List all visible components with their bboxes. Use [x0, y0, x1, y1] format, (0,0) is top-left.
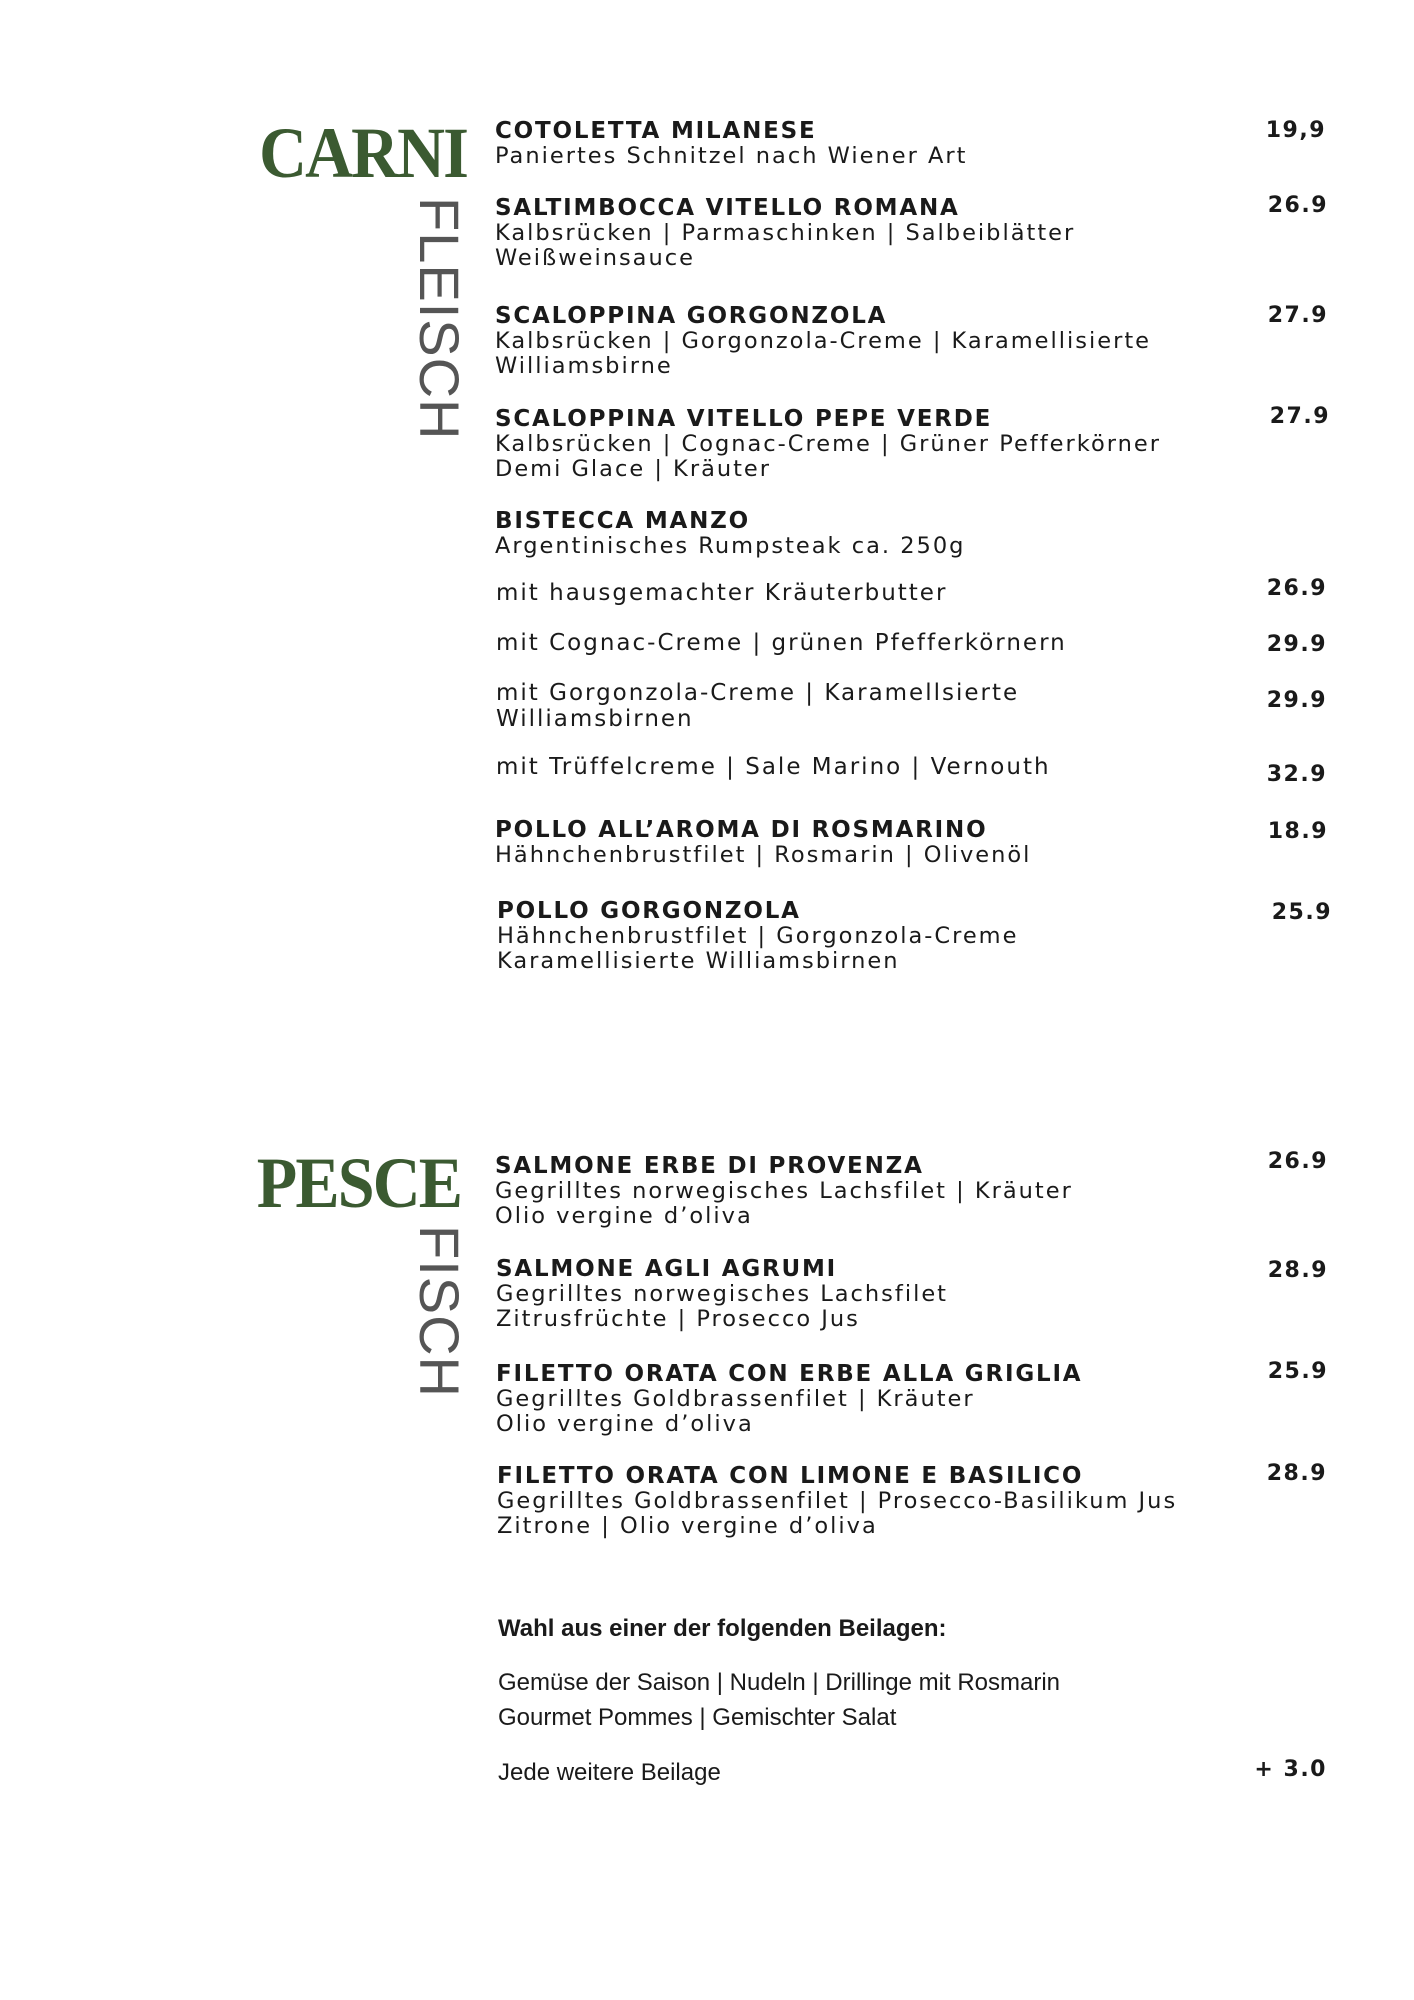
menu-item — [495, 1149, 1335, 1229]
option-price: 29.9 — [1266, 632, 1327, 657]
item-desc: Argentinisches Rumpsteak ca. 250g — [495, 533, 966, 559]
menu-item — [495, 406, 1335, 482]
extra-side-label: Jede weitere Beilage — [498, 1759, 721, 1786]
item-name: SALMONE AGLI AGRUMI — [496, 1256, 838, 1282]
option-price: 26.9 — [1266, 576, 1327, 601]
item-desc: Gegrilltes norwegisches Lachsfilet Zitrusfrüchte | Prosecco Jus — [496, 1281, 948, 1332]
item-name: POLLO GORGONZOLA — [497, 898, 801, 924]
menu-item — [495, 303, 1335, 379]
item-name: FILETTO ORATA CON ERBE ALLA GRIGLIA — [496, 1361, 1083, 1387]
item-name: SCALOPPINA VITELLO PEPE VERDE — [495, 406, 993, 432]
item-desc: Kalbsrücken | Cognac-Creme | Grüner Pefferkörner Demi Glace | Kräuter — [495, 431, 1161, 482]
option-price: 29.9 — [1266, 688, 1327, 713]
item-price: 19,9 — [1265, 118, 1326, 143]
pesce-title: PESCE — [256, 1143, 461, 1223]
extra-side-price: + 3.0 — [1254, 1757, 1327, 1782]
item-name: POLLO ALL’AROMA DI ROSMARINO — [495, 817, 988, 843]
menu-item — [496, 1361, 1336, 1437]
menu-item — [495, 817, 1335, 868]
extra-side-row — [498, 1755, 1338, 1791]
menu-item — [495, 195, 1335, 271]
item-price: 25.9 — [1267, 1359, 1328, 1384]
item-price: 28.9 — [1266, 1461, 1327, 1486]
item-name: FILETTO ORATA CON LIMONE E BASILICO — [497, 1463, 1084, 1489]
option-row — [496, 754, 1336, 787]
item-name: COTOLETTA MILANESE — [495, 118, 817, 144]
menu-item — [495, 118, 1335, 169]
menu-item — [497, 1463, 1337, 1539]
item-desc: Gegrilltes Goldbrassenfilet | Prosecco-Basilikum Jus Zitrone | Olio vergine d’oliva — [497, 1488, 1178, 1539]
item-name: SALMONE ERBE DI PROVENZA — [495, 1153, 924, 1179]
sides-line: Gemüse der Saison | Nudeln | Drillinge mit Rosmarin — [498, 1669, 1061, 1696]
menu-item — [495, 508, 1335, 559]
item-price: 26.9 — [1267, 1149, 1328, 1174]
item-name: SCALOPPINA GORGONZOLA — [495, 303, 888, 329]
item-name: BISTECCA MANZO — [495, 508, 750, 534]
item-price: 27.9 — [1269, 404, 1330, 429]
item-desc: Hähnchenbrustfilet | Gorgonzola-Creme Karamellisierte Williamsbirnen — [497, 923, 1019, 974]
option-row — [496, 630, 1336, 656]
option-row — [496, 680, 1336, 732]
menu-item — [497, 898, 1337, 974]
item-price: 27.9 — [1267, 303, 1328, 328]
item-desc: Gegrilltes norwegisches Lachsfilet | Kräuter Olio vergine d’oliva — [495, 1178, 1073, 1229]
item-price: 26.9 — [1267, 193, 1328, 218]
option-price: 32.9 — [1266, 762, 1327, 787]
menu-item — [496, 1256, 1336, 1332]
item-desc: Gegrilltes Goldbrassenfilet | Kräuter Olio vergine d’oliva — [496, 1386, 975, 1437]
item-desc: Paniertes Schnitzel nach Wiener Art — [495, 143, 968, 169]
carni-title: CARNI — [259, 113, 467, 193]
option-text: mit Gorgonzola-Creme | Karamellsierte Williamsbirnen — [496, 680, 1020, 732]
carni-subtitle: FLEISCH — [408, 197, 471, 441]
option-text: mit Cognac-Creme | grünen Pfefferkörnern — [496, 630, 1067, 656]
item-price: 18.9 — [1267, 819, 1328, 844]
option-text: mit Trüffelcreme | Sale Marino | Vernouth — [496, 754, 1051, 780]
item-name: SALTIMBOCCA VITELLO ROMANA — [495, 195, 960, 221]
option-text: mit hausgemachter Kräuterbutter — [496, 580, 948, 606]
item-price: 28.9 — [1267, 1258, 1328, 1283]
sides-heading: Wahl aus einer der folgenden Beilagen: — [498, 1615, 947, 1642]
item-desc: Hähnchenbrustfilet | Rosmarin | Olivenöl — [495, 842, 1032, 868]
item-desc: Kalbsrücken | Parmaschinken | Salbeiblätter Weißweinsauce — [495, 220, 1076, 271]
item-price: 25.9 — [1271, 900, 1332, 925]
option-row — [496, 576, 1336, 606]
item-desc: Kalbsrücken | Gorgonzola-Creme | Karamellisierte Williamsbirne — [495, 328, 1151, 379]
sides-line: Gourmet Pommes | Gemischter Salat — [498, 1704, 897, 1731]
pesce-subtitle: FISCH — [408, 1225, 471, 1398]
